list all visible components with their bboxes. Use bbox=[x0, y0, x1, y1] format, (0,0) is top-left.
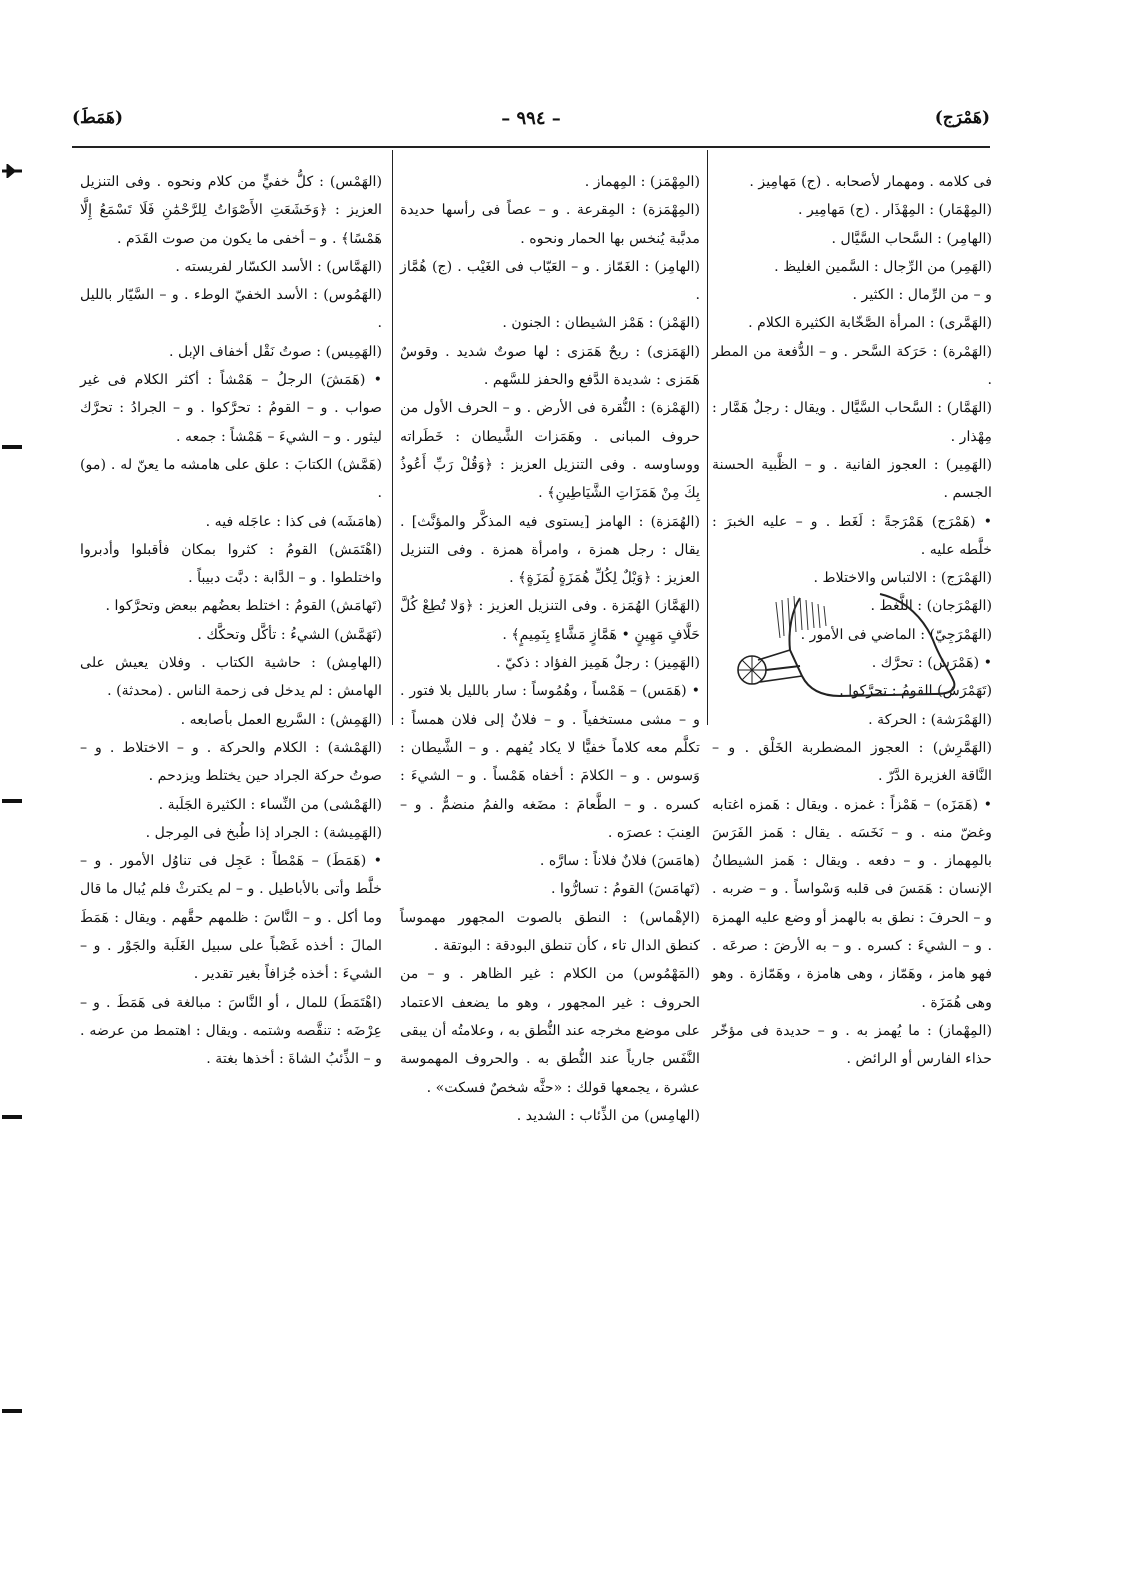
entry: (هَمَّش) الكتابَ : علق على هامشه ما يعنّ له . (مو) . bbox=[80, 456, 382, 502]
entry: (الهَمُوس) : الأسد الخفيّ الوطء . و – السَّيّار بالليل . bbox=[80, 287, 382, 332]
entry: (تَهَمَّش) الشيءُ : تأكَّل وتحكَّك . bbox=[197, 626, 382, 643]
column-middle bbox=[400, 168, 700, 1130]
entry: (الهَمِيشة) : الجراد إذا طُبخ فى المِرجل . bbox=[145, 824, 382, 841]
entry: • (هَمَزَه) – هَمْزاً : غمزه . ويقال : هَمزه اغتابه وغضّ منه . و – نَخَسَه . يقال : هَمز الفَرَسَ بالمِهماز . و – دفعه . ويقال : هَمز الشيطانُ الإنسان : هَمَسَ فى قلبه وَسْواساً . و – ضربه . و – الحرفَ : نطق به بالهمز أو وضع عليه الهمزة . و – الشيءَ : كسره . و – به الأرضَ : صرعَه . فهو هامز ، وهَمّاز ، وهى هامزة ، وهَمّازة . وهو وهى هُمَزَة . bbox=[712, 796, 992, 1011]
entry: (الهَمْرَج) : الالتباس والاختلاط . bbox=[813, 570, 992, 587]
margin-mark bbox=[0, 440, 26, 454]
column-divider-left bbox=[392, 150, 393, 725]
header-rule bbox=[72, 146, 990, 148]
entry: (هامَسَ) فلانٌ فلاناً : سارَّه . bbox=[539, 853, 700, 870]
page-number: – ٩٩٤ – bbox=[501, 108, 561, 129]
header-left-keyword: (هَمَطَ) bbox=[72, 108, 124, 128]
entry: (الهَمِيس) : صوتُ نَقْل أخفاف الإبل . bbox=[168, 343, 382, 360]
entry: (المِهْمَز) : المِهماز . bbox=[584, 174, 700, 190]
entry: (الهَمِيز) : رجلٌ هَمِيز الفؤاد : ذكيّ . bbox=[496, 655, 700, 672]
entry: (الهَمَّار) : السَّحاب السَّيَّال . ويقال : رجلٌ هَمَّار : مِهْذار . bbox=[712, 400, 992, 445]
entry: (الهَمَزى) : ريحٌ هَمَزى : لها صوتٌ شديد . وقوسٌ هَمَزى : شديدة الدَّفع والحفز للسَّهم . bbox=[400, 343, 700, 389]
entry: (الهَمْشة) : الكلام والحركة . و – الاختلاط . و – صوتُ حركة الجراد حين يختلط ويزدحم . bbox=[80, 739, 382, 785]
margin-mark bbox=[0, 1110, 26, 1124]
entry: (الهَمِر) من الرِّجال : السَّمين الغليظ . bbox=[774, 258, 992, 275]
entry: • (هَمْرَش) : تحرَّك . bbox=[871, 655, 992, 672]
entry: (المَهْمُوس) من الكلام : غير الظاهر . و – من الحروف : غير المجهور ، وهو ما يضعف الاعتماد على موضع مخرجه عند النُّطق به ، وعلامتُه أن يبقى النَّفَس جارياً عند النُّطق به . والحروف المهموسة عشرة ، يجمعها قولك : «حثَّه شخصٌ فسكت» . bbox=[400, 966, 700, 1096]
entry: (الهَمْشى) من النِّساء : الكثيرة الجَلَبة . bbox=[158, 796, 382, 813]
entry: (تَهَمْرَش) القومُ : تحرَّكوا . bbox=[839, 683, 992, 700]
entry: (الهَمْس) : كلُّ خفيٍّ من كلام ونحوه . وفى التنزيل العزيز : ﴿وَخَشَعَتِ الأَصْوَاتُ لِلرَّحْمَٰنِ فَلَا تَسْمَعُ إِلَّا هَمْسًا﴾ . و – أخفى ما يكون من صوت القَدَم . bbox=[80, 174, 382, 247]
entry: (تَهامَش) القومُ : اختلط بعضُهم ببعض وتحرَّكوا . bbox=[105, 598, 382, 615]
entry: (الهَمْزة) : النُّقرة فى الأرض . و – الحرف الأول من حروف المبانى . وهَمَزات الشَّيطان : خَطَراته ووساوسه . وفى التنزيل العزيز : ﴿وَقُلْ رَبِّ أَعُوذُ بِكَ مِنْ هَمَزَاتِ الشَّيَاطِينِ﴾ . bbox=[400, 400, 700, 502]
entry: (الهامِس) من الذِّئاب : الشديد . bbox=[516, 1107, 700, 1124]
entry: (الهَمْرَجان) : اللَّغط . bbox=[870, 598, 992, 615]
entry: (هامَشَه) فى كذا : عاجَله فيه . bbox=[205, 513, 382, 530]
entry: (المِهْماز) : ما يُهمز به . و – حديدة فى مؤخّر حذاء الفارس أو الرائض . bbox=[712, 1022, 992, 1068]
entry: (الهَمَّاز) الهُمَزة . وفى التنزيل العزيز : ﴿وَلا تُطِعْ كُلَّ حَلَّافٍ مَهِينٍ • هَمَّازٍ مَشَّاءٍ بِنَمِيمٍ﴾ . bbox=[400, 598, 700, 643]
entry: (الهُمَزة) : الهامز [يستوى فيه المذكَّر والمؤنَّث] . يقال : رجل همزة ، وامرأة همزة . وفى التنزيل العزيز : ﴿وَيْلٌ لِكُلِّ هُمَزَةٍ لُمَزَةٍ﴾ . bbox=[400, 513, 700, 587]
entry: و – من الرِّمال : الكثير . bbox=[852, 287, 992, 304]
entry: (تَهامَسَ) القومُ : تسارُّوا . bbox=[550, 881, 700, 898]
entry: (الهامِر) : السَّحاب السَّيَّال . bbox=[831, 230, 992, 247]
entry: (الهَمْرة) : حَرَكة السَّحر . و – الدُّفعة من المطر . bbox=[712, 343, 992, 389]
margin-mark bbox=[0, 794, 26, 808]
header-right-keyword: (هَمْرَج) bbox=[934, 108, 990, 128]
entry: (الهَمْرَشة) : الحركة . bbox=[868, 711, 992, 728]
entry: (الهَمِير) : العجوز الفانية . و – الظَّبية الحسنة الجسم . bbox=[712, 456, 992, 502]
entry: (الهَمْرَجِيّ) : الماضي فى الأمور . bbox=[800, 626, 992, 643]
entry: • (هَمَس) – هَمْساً ، وهُمُوساً : سار بالليل بلا فتور . و – مشى مستخفياً . و – فلانٌ إلى فلان همساً : تكلَّم معه كلاماً خفيًّا لا يكاد يُفهم . و – الشَّيطان : وَسوس . و – الكلامَ : أخفاه هَمْساً . و – الشيءَ : كسره . و – الطَّعامَ : مضَغه والفمُ منضمٌّ . و – العِنبَ : عصرَه . bbox=[400, 683, 700, 841]
entry: (المِهْمَار) : المِهْذَار . (ج) مَهامِير . bbox=[798, 202, 992, 219]
entry: (الهَمَّاس) : الأسد الكسّار لفريسته . bbox=[175, 258, 382, 275]
page-header bbox=[72, 108, 990, 138]
entry: (الهَمِش) : السَّريع العمل بأصابعه . bbox=[180, 711, 382, 728]
column-divider-right bbox=[707, 150, 708, 725]
margin-mark bbox=[0, 1404, 26, 1418]
margin-mark bbox=[0, 164, 26, 178]
entry: • (هَمَطَ) – هَمْطاً : عَجِل فى تناوُل الأمور . و – خلَّط وأتى بالأباطيل . و – لم يكترثْ فلم يُبال ما قال وما أكل . و – النَّاسَ : ظلمهم حقَّهم . ويقال : هَمَطَ المالَ : أخذه غَصْباً على سبيل الغَلَبة والجَوْر . و – الشيءَ : أخذه جُزافاً بغير تقدير . bbox=[80, 853, 382, 983]
entry: • (هَمْرَج) هَمْرَجةً : لَغَط . و – عليه الخبرَ : خلَّطه عليه . bbox=[712, 513, 992, 558]
column-left bbox=[80, 168, 382, 1074]
entry: (الهامِش) : حاشية الكتاب . وفلان يعيش على الهامش : لم يدخل فى زحمة الناس . (محدثة) . bbox=[80, 655, 382, 700]
spur-illustration bbox=[730, 590, 960, 720]
entry: (اهْتَمَش) القومُ : كثروا بمكان فأقبلوا وأدبروا واختلطوا . و – الدَّابة : دبَّت دبيباً . bbox=[80, 541, 382, 587]
entry: (الهَمَّرى) : المرأة الصَّخّابة الكثيرة الكلام . bbox=[748, 315, 992, 332]
entry: • (هَمَشَ) الرجلُ – هَمْشاً : أكثر الكلام فى غير صواب . و – القومُ : تحرَّكوا . و – الجرادُ : تحرَّك ليثور . و – الشيءَ – هَمْشاً : جمعه . bbox=[80, 372, 382, 445]
entry: فى كلامه . ومهمار لأصحابه . (ج) مَهامِيز . bbox=[749, 174, 992, 190]
entry: (المِهْمَزة) : المِقرعة . و – عصاً فى رأسها حديدة مدبَّبة يُنخس بها الحمار ونحوه . bbox=[400, 202, 700, 247]
entry: (الهَمْز) : هَمْز الشيطان : الجنون . bbox=[502, 315, 700, 332]
entry: (الهامِز) : الغَمّاز . و – العَيّاب فى الغَيْب . (ج) هُمَّاز . bbox=[400, 258, 700, 304]
entry: (الإهْماس) : النطق بالصوت المجهور مهموساً كنطق الدال تاء ، كأن تنطق البودقة : البوتقة . bbox=[400, 909, 700, 955]
entry: (الهَمَّرِش) : العجوز المضطربة الخَلْق . و – النَّاقة الغزيرة الدَّرّ . bbox=[712, 739, 992, 785]
entry: (اهْتَمَطَ) للمال ، أو النَّاسَ : مبالغة فى هَمَطَ . و – عِرْضَه : تنقَّصه وشتمه . ويقال : اهتمط من عرضه . و – الذِّئبُ الشاةَ : أخذها بغتة . bbox=[80, 994, 382, 1068]
